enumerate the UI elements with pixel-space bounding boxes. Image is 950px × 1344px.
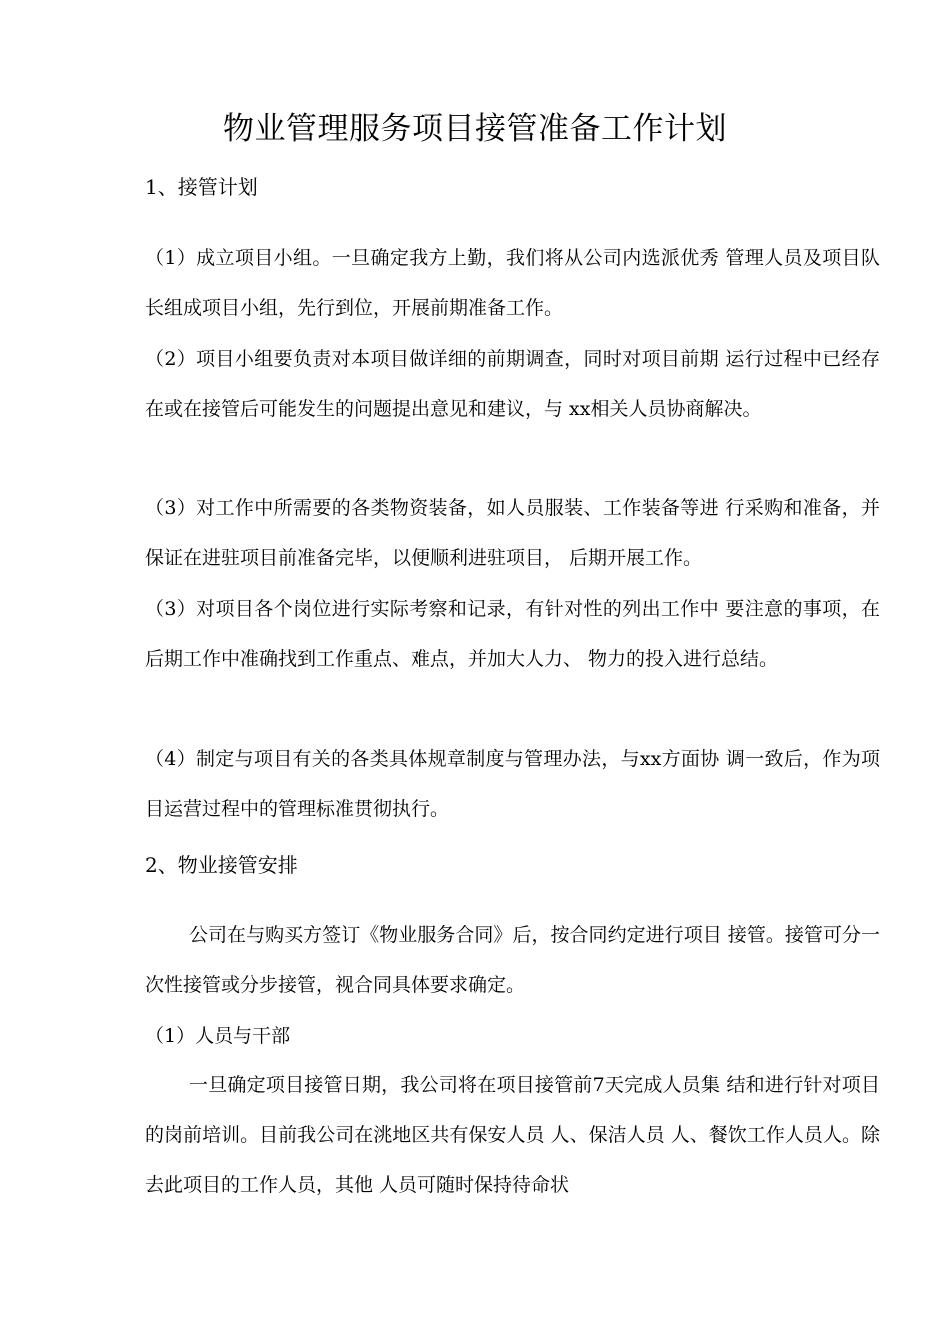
- section-heading-2: 2、物业接管安排: [145, 853, 298, 877]
- paragraph-personnel: 一旦确定项目接管日期，我公司将在项目接管前7天完成人员集 结和进行针对项目的岗前培训。目前我公司在洮地区共有保安人员 人、保洁人员 人、餐饮工作人员人。除去此项目的工作人员，其他 人员可随时保持待命状: [145, 1074, 880, 1196]
- section-heading-1: 1、接管计划: [145, 175, 258, 199]
- document-title: 物业管理服务项目接管准备工作计划: [223, 111, 727, 147]
- paragraph-item-3: （3）对工作中所需要的各类物资装备，如人员服装、工作装备等进 行采购和准备，并保证在进驻项目前准备完毕，以便顺利进驻项目， 后期开展工作。: [145, 497, 880, 569]
- paragraph-item-1: （1）成立项目小组。一旦确定我方上勤，我们将从公司内选派优秀 管理人员及项目队长组成项目小组，先行到位，开展前期准备工作。: [145, 247, 880, 319]
- paragraph-item-4: （3）对项目各个岗位进行实际考察和记录，有针对性的列出工作中 要注意的事项，在后期工作中准确找到工作重点、难点，并加大人力、 物力的投入进行总结。: [145, 598, 880, 670]
- paragraph-intro: 公司在与购买方签订《物业服务合同》后，按合同约定进行项目 接管。接管可分一次性接管或分步接管，视合同具体要求确定。: [145, 924, 880, 996]
- subheading-personnel: （1）人员与干部: [145, 1025, 291, 1047]
- paragraph-item-5: （4）制定与项目有关的各类具体规章制度与管理办法，与xx方面协 调一致后，作为项目运营过程中的管理标准贯彻执行。: [145, 748, 880, 820]
- paragraph-item-2: （2）项目小组要负责对本项目做详细的前期调查，同时对项目前期 运行过程中已经存在或在接管后可能发生的问题提出意见和建议，与 xx相关人员协商解决。: [145, 348, 880, 420]
